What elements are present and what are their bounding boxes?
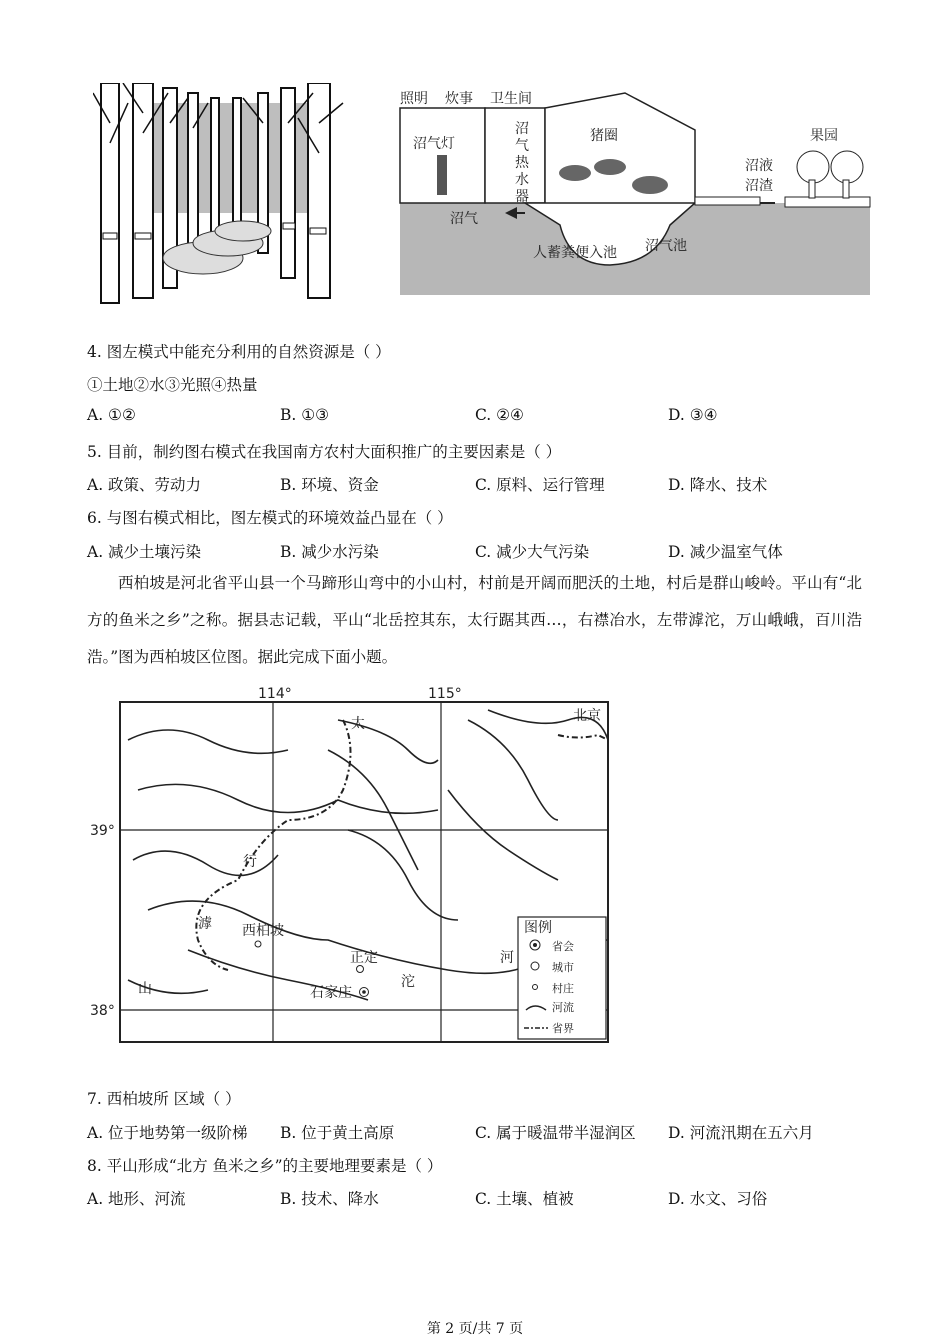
label-lat-39: 39° <box>90 823 115 839</box>
q4-option-d: D. ③④ <box>668 406 718 424</box>
label-xibaipo: 西柏坡 <box>242 923 284 939</box>
q4-option-b: B. ①③ <box>280 406 330 424</box>
label-shijiazhuang: 石家庄 <box>310 985 352 1001</box>
q7-option-a: A. 位于地势第一级阶梯 <box>87 1124 248 1142</box>
q8-option-b: B. 技术、降水 <box>280 1190 379 1208</box>
question-6-stem: 6. 与图右模式相比，图左模式的环境效益凸显在（ ） <box>87 509 453 527</box>
label-zhengding: 正定 <box>350 950 378 966</box>
label-orchard: 果园 <box>810 128 838 144</box>
q7-option-b: B. 位于黄土高原 <box>280 1124 395 1142</box>
passage-text: 西柏坡是河北省平山县一个马蹄形山弯中的小山村，村前是开阔而肥沃的土地，村后是群山峻岭。平山有“北方的鱼米之乡”之称。据县志记载，平山“北岳控其东，太行踞其西…，右襟冶水，左带滹沱，万山峨峨，百川浩浩。”图为西柏坡区位图。据此完成下面小题。 <box>87 574 862 666</box>
label-tank: 沼气池 <box>645 238 687 254</box>
biogas-diagram <box>395 85 875 297</box>
label-shan: 山 <box>138 981 152 997</box>
q7-option-c: C. 属于暖温带半湿润区 <box>475 1124 636 1142</box>
question-4-sub: ①土地②水③光照④热量 <box>87 376 258 394</box>
q8-option-d: D. 水文、习俗 <box>668 1190 768 1208</box>
q8-option-c: C. 土壤、植被 <box>475 1190 574 1208</box>
legend-river: 河流 <box>552 1001 574 1014</box>
q5-option-b: B. 环境、资金 <box>280 476 379 494</box>
label-heater-2: 气 <box>515 138 529 154</box>
label-tuo: 沱 <box>401 974 415 990</box>
question-5-stem: 5. 目前，制约图右模式在我国南方农村大面积推广的主要因素是（ ） <box>87 443 562 461</box>
legend-title: 图例 <box>524 920 552 936</box>
label-lon-114: 114° <box>258 686 292 702</box>
question-7-stem: 7. 西柏坡所 区域（ ） <box>87 1090 241 1108</box>
label-slurry-1: 沼液 <box>745 158 773 174</box>
label-lat-38: 38° <box>90 1003 115 1019</box>
q7-option-d: D. 河流汛期在五六月 <box>668 1124 814 1142</box>
label-he: 河 <box>500 950 514 966</box>
label-hang: 行 <box>243 854 257 870</box>
label-manure: 人蓄粪便入池 <box>533 245 617 261</box>
q6-option-d: D. 减少温室气体 <box>668 543 783 561</box>
label-hu: 滹 <box>198 916 212 932</box>
label-cooking: 炊事 <box>445 91 473 107</box>
question-4-stem: 4. 图左模式中能充分利用的自然资源是（ ） <box>87 343 391 361</box>
page-footer: 第 2 页/共 7 页 <box>426 1321 524 1337</box>
label-slurry-2: 沼渣 <box>745 178 773 194</box>
q4-option-a: A. ①② <box>87 406 136 424</box>
label-heater-4: 水 <box>515 172 529 188</box>
label-heater-5: 器 <box>515 189 529 205</box>
label-heater-3: 热 <box>515 155 529 171</box>
xibaipo-location-map <box>88 680 618 1050</box>
label-beijing: 北京 <box>573 708 601 724</box>
label-lamp: 沼气灯 <box>413 136 455 152</box>
legend-capital: 省会 <box>552 940 574 953</box>
legend-village: 村庄 <box>552 982 574 995</box>
label-lon-115: 115° <box>428 686 462 702</box>
q6-option-c: C. 减少大气污染 <box>475 543 590 561</box>
q5-option-d: D. 降水、技术 <box>668 476 768 494</box>
q6-option-b: B. 减少水污染 <box>280 543 379 561</box>
label-lighting: 照明 <box>400 91 428 107</box>
q4-option-c: C. ②④ <box>475 406 524 424</box>
question-8-stem: 8. 平山形成“北方 鱼米之乡”的主要地理要素是（ ） <box>87 1157 443 1175</box>
label-gas: 沼气 <box>450 211 478 227</box>
forest-illustration <box>93 83 345 308</box>
label-heater-1: 沼 <box>515 121 529 137</box>
q8-option-a: A. 地形、河流 <box>87 1190 186 1208</box>
q5-option-a: A. 政策、劳动力 <box>87 476 202 494</box>
q5-option-c: C. 原料、运行管理 <box>475 476 605 494</box>
label-toilet: 卫生间 <box>490 91 532 107</box>
q6-option-a: A. 减少土壤污染 <box>87 543 202 561</box>
legend-boundary: 省界 <box>552 1022 574 1035</box>
legend-city: 城市 <box>552 961 574 974</box>
label-tai: 太 <box>351 716 365 732</box>
label-pigsty: 猪圈 <box>590 128 618 144</box>
